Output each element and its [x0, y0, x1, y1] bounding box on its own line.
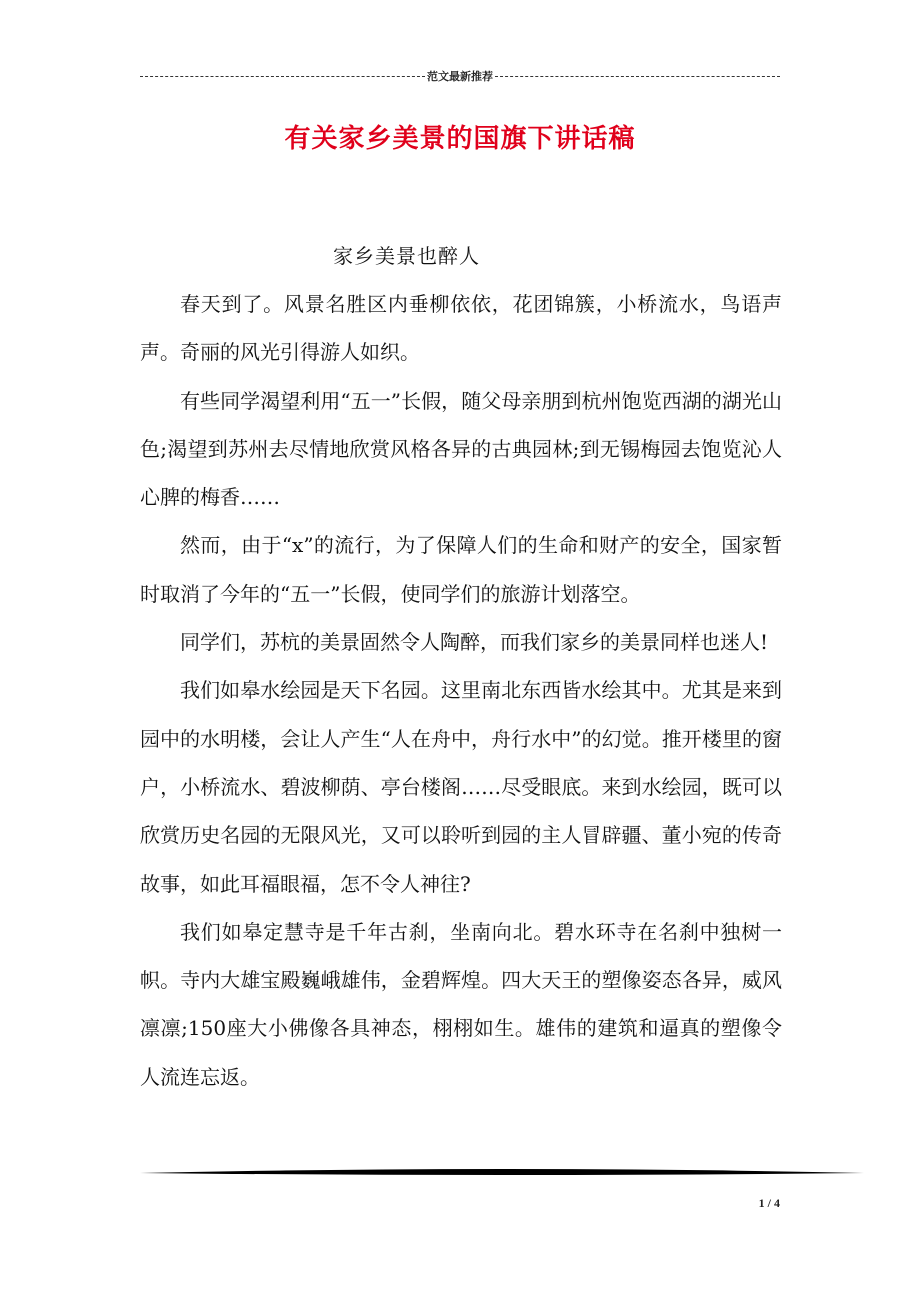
paragraph: 我们如皋定慧寺是千年古刹，坐南向北。碧水环寺在名刹中独树一帜。寺内大雄宝殿巍峨雄伟，金碧辉煌。四大天王的塑像姿态各异，威风凛凛;150座大小佛像各具神态，栩栩如生。雄伟的建筑和逼真的塑像令人流连忘返。 — [140, 919, 782, 1089]
page-number: 1 / 4 — [758, 1196, 780, 1210]
header-dashes-right — [495, 76, 780, 77]
paragraph: 然而，由于“x”的流行，为了保障人们的生命和财产的安全，国家暂时取消了今年的“五一”长假，使同学们的旅游计划落空。 — [140, 533, 782, 606]
header-dashes-left — [140, 76, 425, 77]
paragraph: 春天到了。风景名胜区内垂柳依依，花团锦簇，小桥流水，鸟语声声。奇丽的风光引得游人如织。 — [140, 292, 782, 365]
paragraph: 有些同学渴望利用“五一”长假，随父母亲朋到杭州饱览西湖的湖光山色;渴望到苏州去尽情地欣赏风格各异的古典园林;到无锡梅园去饱览沁人心脾的梅香…… — [140, 388, 782, 510]
page-header — [140, 68, 780, 84]
document-subtitle: 家乡美景也醉人 — [333, 244, 480, 268]
paragraph: 我们如皋水绘园是天下名园。这里南北东西皆水绘其中。尤其是来到园中的水明楼，会让人产生“人在舟中，舟行水中”的幻觉。推开楼里的窗户，小桥流水、碧波柳荫、亭台楼阁……尽受眼底。来到水绘园，既可以欣赏历史名园的无限风光，又可以聆听到园的主人冒辟疆、董小宛的传奇故事，如此耳福眼福，怎不令人神往? — [140, 678, 782, 896]
document-title: 有关家乡美景的国旗下讲话稿 — [284, 124, 636, 154]
header-label: 范文最新推荐 — [427, 70, 493, 83]
footer-divider — [140, 1166, 864, 1180]
paragraph: 同学们，苏杭的美景固然令人陶醉，而我们家乡的美景同样也迷人! — [180, 630, 769, 655]
document-body — [140, 280, 782, 1101]
